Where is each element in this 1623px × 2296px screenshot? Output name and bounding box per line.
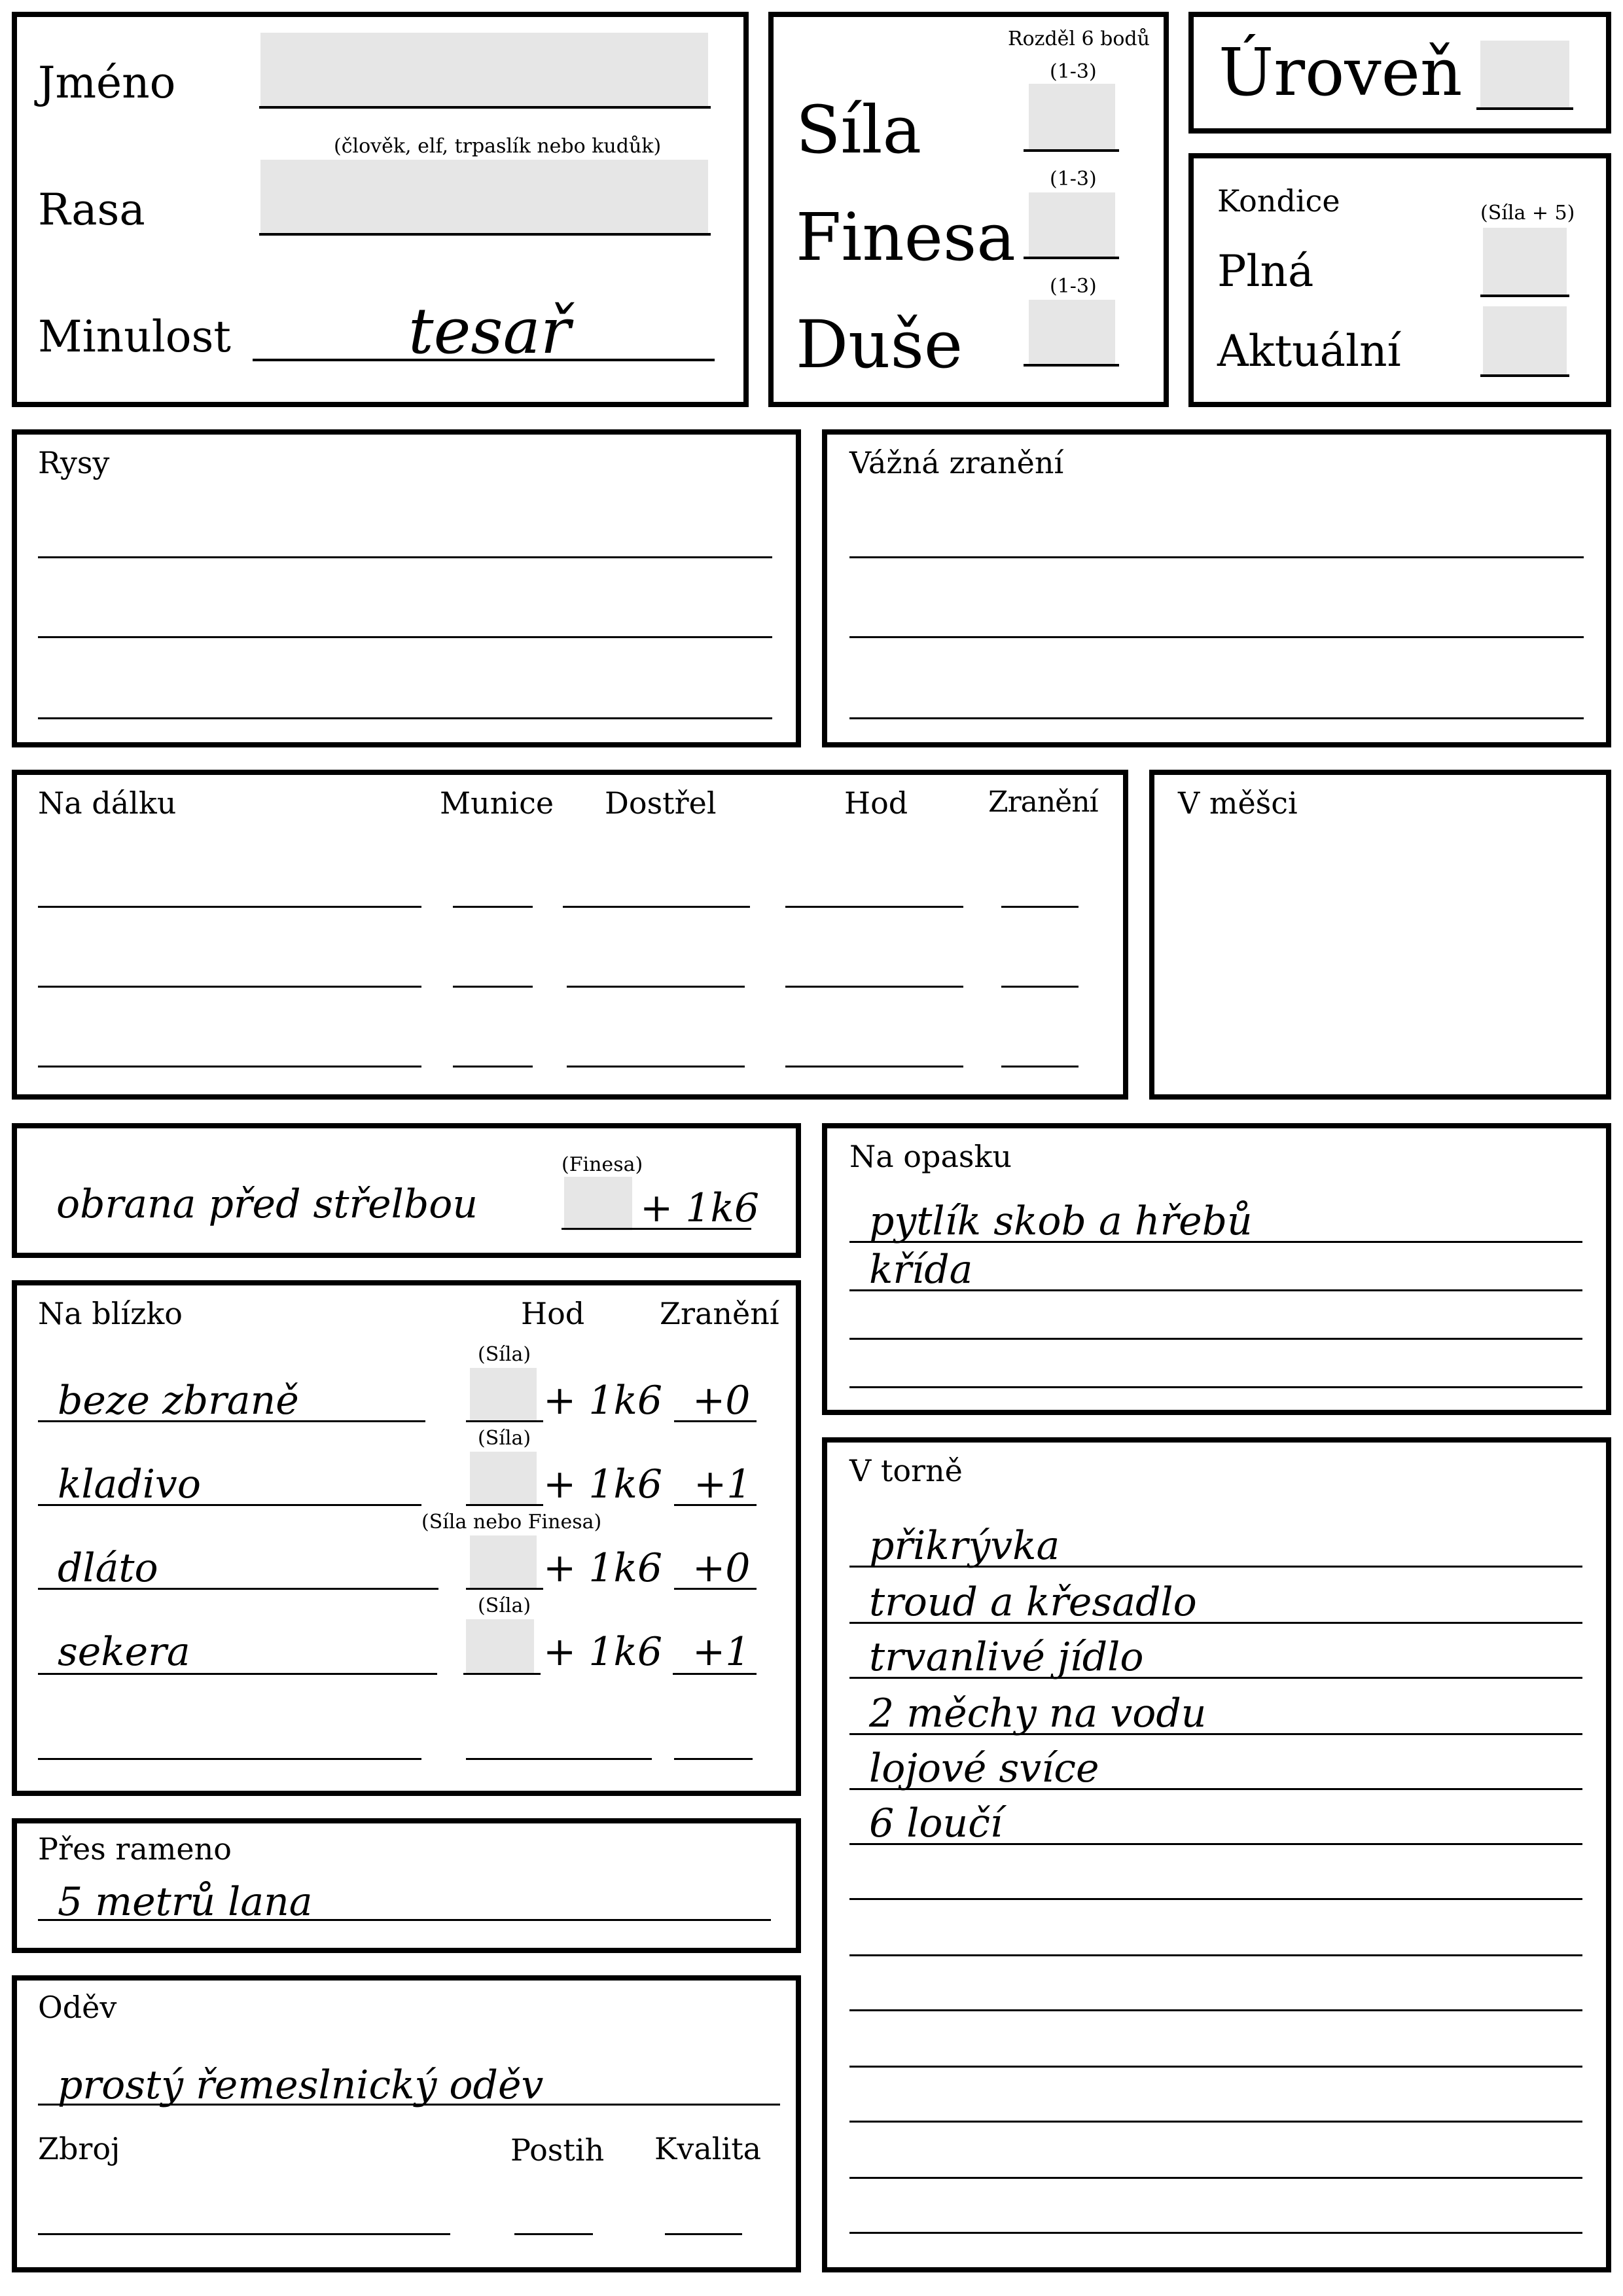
backpack-line[interactable] (849, 2121, 1582, 2123)
melee-row-roll-field[interactable] (470, 1452, 537, 1504)
armor-penalty-line[interactable] (514, 2233, 593, 2235)
backpack-item[interactable]: trvanlivé jídlo (869, 1634, 1144, 1680)
melee-col-damage: Zranění (660, 1296, 779, 1331)
melee-row-weapon[interactable]: beze zbraně (58, 1378, 299, 1424)
ranged-defense-underline (562, 1228, 751, 1230)
melee-row-weapon[interactable]: sekera (58, 1629, 190, 1675)
ranged-col-roll: Hod (844, 785, 908, 821)
distribute-hint: Rozděl 6 bodů (1008, 27, 1150, 50)
backpack-line[interactable] (849, 2066, 1582, 2068)
backpack-line (849, 1622, 1582, 1624)
shoulder-underline (38, 1919, 771, 1921)
melee-row-weapon-line (38, 1673, 437, 1675)
melee-row-dice: + 1k6 (543, 1545, 663, 1591)
melee-title: Na blízko (38, 1296, 183, 1331)
ranged-defense-dice: + 1k6 (640, 1185, 760, 1231)
finesse-range-hint: (1-3) (1050, 168, 1097, 190)
soul-range-hint: (1-3) (1050, 275, 1097, 298)
belt-line (849, 1241, 1582, 1243)
name-underline (259, 106, 711, 109)
backpack-line[interactable] (849, 2009, 1582, 2011)
melee-row-damage[interactable]: +0 (692, 1378, 751, 1424)
serious-wounds-line[interactable] (849, 556, 1584, 558)
melee-row-hint: (Síla) (478, 1594, 531, 1617)
serious-wounds-line[interactable] (849, 636, 1584, 638)
armor-col-penalty: Postih (510, 2132, 605, 2168)
shoulder-value[interactable]: 5 metrů lana (58, 1879, 313, 1925)
level-field[interactable] (1480, 41, 1569, 109)
backpack-line (849, 1788, 1582, 1790)
level-label: Úroveň (1219, 34, 1463, 111)
backpack-line (849, 1843, 1582, 1845)
melee-row-damage-line (674, 1504, 757, 1506)
level-underline (1476, 107, 1573, 110)
ranged-defense-field[interactable] (564, 1177, 632, 1230)
ranged-name-line[interactable] (38, 986, 421, 988)
melee-row-hint: (Síla) (478, 1343, 531, 1366)
melee-row-weapon-line (38, 1588, 438, 1590)
belt-title: Na opasku (849, 1139, 1012, 1174)
ranged-ammo-line[interactable] (453, 906, 533, 908)
race-label: Rasa (38, 185, 145, 235)
backpack-line[interactable] (849, 1898, 1582, 1900)
melee-row-hint: (Síla nebo Finesa) (421, 1511, 602, 1534)
condition-full-field[interactable] (1483, 228, 1567, 295)
ranged-roll-line[interactable] (785, 906, 963, 908)
background-value[interactable]: tesař (408, 295, 571, 368)
traits-box (12, 429, 801, 747)
backpack-item[interactable]: troud a křesadlo (869, 1579, 1197, 1625)
melee-row-damage-line (673, 1673, 757, 1675)
melee-row-weapon-line (38, 1420, 425, 1422)
melee-row-roll-line (466, 1504, 543, 1506)
belt-line (849, 1289, 1582, 1291)
belt-item[interactable]: pytlík skob a hřebů (869, 1198, 1253, 1244)
background-label: Minulost (38, 312, 231, 362)
ranged-ammo-line[interactable] (453, 1066, 533, 1067)
purse-title: V měšci (1178, 785, 1298, 821)
soul-label: Duše (796, 306, 963, 383)
condition-current-label: Aktuální (1217, 326, 1401, 376)
melee-col-roll: Hod (521, 1296, 585, 1331)
ranged-box (12, 770, 1128, 1100)
melee-row-dice: + 1k6 (543, 1378, 663, 1424)
melee-row-roll-field[interactable] (470, 1535, 537, 1588)
belt-item[interactable]: křída (869, 1247, 973, 1293)
shoulder-title: Přes rameno (38, 1831, 232, 1867)
clothing-box (12, 1975, 801, 2272)
condition-full-underline (1480, 295, 1569, 297)
ranged-damage-line[interactable] (1001, 1066, 1079, 1067)
condition-title: Kondice (1217, 183, 1340, 219)
strength-field[interactable] (1029, 84, 1115, 151)
belt-line[interactable] (849, 1338, 1582, 1340)
ranged-defense-hint: (Finesa) (562, 1153, 643, 1176)
finesse-underline (1024, 257, 1119, 259)
backpack-line[interactable] (849, 1954, 1582, 1956)
armor-name-line[interactable] (38, 2233, 450, 2235)
melee-row-roll-line[interactable] (466, 1758, 652, 1760)
backpack-title: V torně (849, 1453, 963, 1488)
ranged-damage-line[interactable] (1001, 906, 1079, 908)
ranged-col-ammo: Munice (440, 785, 554, 821)
traits-line[interactable] (38, 717, 772, 719)
melee-box (12, 1280, 801, 1796)
melee-row-dice: + 1k6 (543, 1462, 663, 1507)
strength-label: Síla (796, 92, 922, 168)
melee-row-damage-line (674, 1588, 757, 1590)
race-underline (259, 233, 711, 236)
ranged-range-line[interactable] (567, 1066, 745, 1067)
melee-row-hint: (Síla) (478, 1427, 531, 1450)
armor-col-quality: Kvalita (654, 2131, 762, 2166)
ranged-name-line[interactable] (38, 906, 421, 908)
ranged-col-damage: Zranění (988, 785, 1098, 819)
melee-row-dice: + 1k6 (543, 1629, 663, 1675)
traits-line[interactable] (38, 556, 772, 558)
strength-range-hint: (1-3) (1050, 60, 1097, 83)
belt-line[interactable] (849, 1386, 1582, 1388)
race-hint: (člověk, elf, trpaslík nebo kudůk) (334, 135, 662, 158)
background-underline (253, 359, 715, 361)
melee-row-weapon-line[interactable] (38, 1758, 421, 1760)
backpack-line[interactable] (849, 2177, 1582, 2179)
ranged-name-line[interactable] (38, 1066, 421, 1067)
melee-row-damage-line (674, 1420, 757, 1422)
melee-row-roll-line (466, 1420, 543, 1422)
ranged-range-line[interactable] (563, 906, 750, 908)
condition-hint: (Síla + 5) (1480, 202, 1575, 224)
traits-line[interactable] (38, 636, 772, 638)
backpack-item[interactable]: přikrývka (869, 1523, 1060, 1569)
strength-underline (1024, 149, 1119, 152)
condition-current-field[interactable] (1483, 306, 1567, 374)
ranged-defense-label: obrana před střelbou (56, 1181, 478, 1227)
traits-title: Rysy (38, 445, 110, 480)
name-field[interactable] (260, 33, 708, 106)
clothing-underline (38, 2104, 780, 2106)
ranged-ammo-line[interactable] (453, 986, 533, 988)
melee-row-weapon-line (38, 1504, 421, 1506)
armor-label: Zbroj (38, 2131, 120, 2166)
serious-wounds-line[interactable] (849, 717, 1584, 719)
condition-current-underline (1480, 374, 1569, 377)
finesse-label: Finesa (796, 199, 1016, 276)
name-label: Jméno (38, 58, 176, 108)
clothing-title: Oděv (38, 1990, 117, 2025)
melee-row-roll-field[interactable] (466, 1619, 534, 1673)
melee-row-roll-line (466, 1588, 543, 1590)
soul-underline (1024, 364, 1119, 367)
backpack-line[interactable] (849, 2232, 1582, 2234)
armor-quality-line[interactable] (665, 2233, 742, 2235)
ranged-col-range: Dostřel (605, 785, 717, 821)
melee-row-weapon[interactable]: dláto (58, 1545, 158, 1591)
serious-wounds-title: Vážná zranění (849, 445, 1064, 480)
backpack-line (849, 1677, 1582, 1679)
melee-row-damage[interactable]: +1 (692, 1629, 751, 1675)
ranged-roll-line[interactable] (785, 986, 963, 988)
melee-row-weapon[interactable]: kladivo (58, 1462, 201, 1507)
melee-row-damage[interactable]: +1 (694, 1462, 752, 1507)
ranged-damage-line[interactable] (1001, 986, 1079, 988)
soul-field[interactable] (1029, 300, 1115, 365)
ranged-roll-line[interactable] (785, 1066, 963, 1067)
backpack-item[interactable]: 2 měchy na vodu (869, 1691, 1207, 1736)
ranged-range-line[interactable] (567, 986, 745, 988)
melee-row-damage[interactable]: +0 (692, 1545, 751, 1591)
backpack-item[interactable]: 6 loučí (869, 1801, 1003, 1846)
melee-row-damage-line[interactable] (674, 1758, 753, 1760)
finesse-field[interactable] (1029, 192, 1115, 258)
race-field[interactable] (260, 160, 708, 233)
backpack-line (849, 1566, 1582, 1568)
melee-row-roll-line (463, 1673, 541, 1675)
backpack-item[interactable]: lojové svíce (869, 1746, 1099, 1791)
backpack-line (849, 1733, 1582, 1735)
ranged-title: Na dálku (38, 785, 177, 821)
clothing-value[interactable]: prostý řemeslnický oděv (58, 2062, 544, 2108)
condition-full-label: Plná (1217, 246, 1314, 296)
melee-row-roll-field[interactable] (470, 1368, 537, 1420)
